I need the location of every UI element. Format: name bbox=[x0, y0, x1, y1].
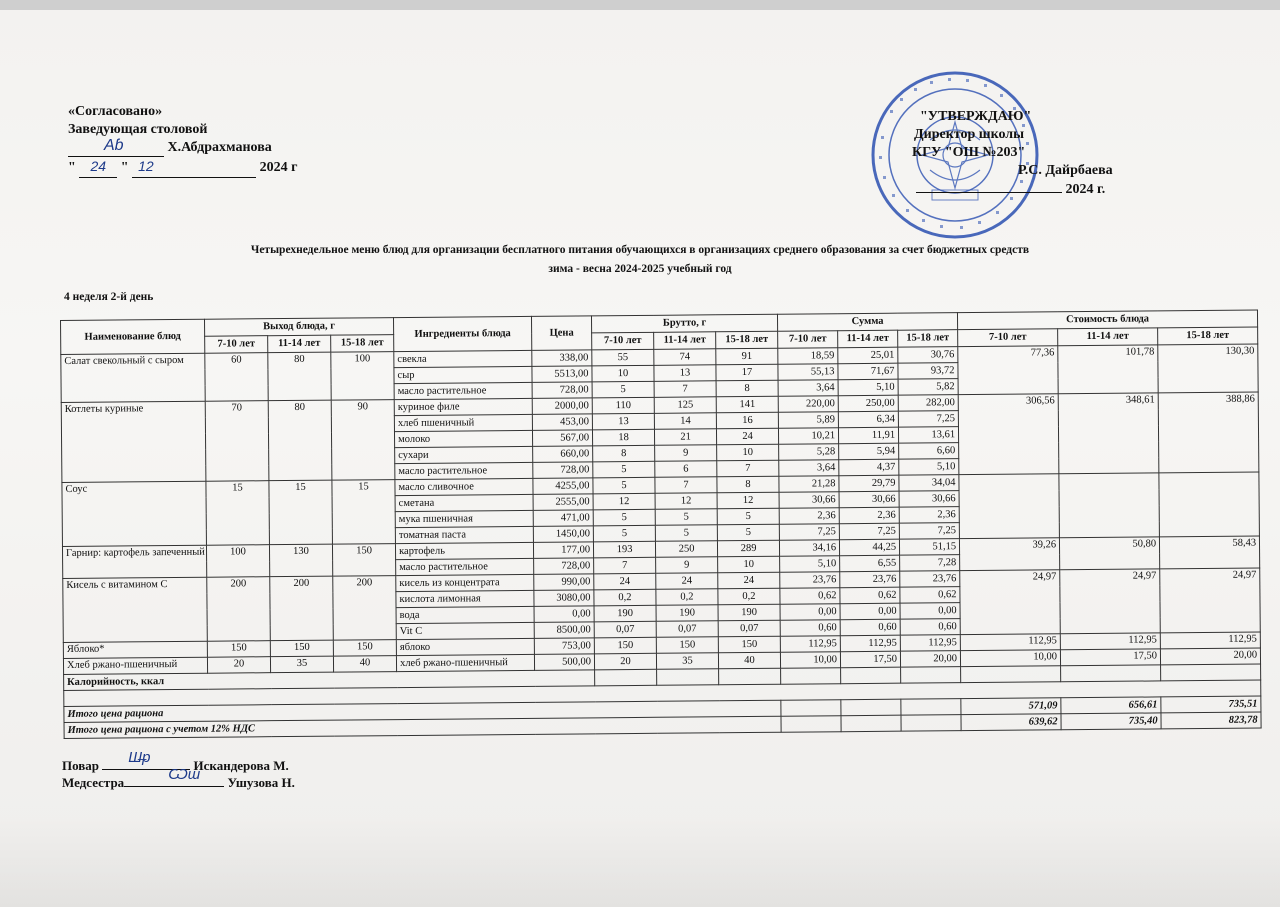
header-sum: Сумма bbox=[778, 313, 958, 332]
total-value: 656,61 bbox=[1061, 697, 1161, 714]
ingredient-name: картофель bbox=[395, 542, 533, 559]
brutto-value: 150 bbox=[594, 637, 656, 654]
dish-cost: 10,00 bbox=[960, 650, 1060, 667]
calories-label: Калорийность, ккал bbox=[64, 670, 595, 691]
brutto-value: 7 bbox=[654, 381, 716, 398]
ingredient-name: масло растительное bbox=[394, 382, 532, 399]
empty-cell bbox=[781, 700, 841, 717]
sum-value: 3,64 bbox=[778, 380, 838, 397]
sum-value: 30,66 bbox=[899, 491, 959, 508]
sum-value: 2,36 bbox=[899, 507, 959, 524]
ingredient-price: 567,00 bbox=[533, 430, 593, 447]
empty-cell bbox=[1061, 665, 1161, 682]
dish-cost bbox=[1159, 472, 1260, 537]
brutto-value: 55 bbox=[592, 349, 654, 366]
sum-value: 112,95 bbox=[900, 635, 960, 652]
header-agreed-block bbox=[68, 103, 297, 178]
sum-value: 0,60 bbox=[900, 619, 960, 636]
agreed-date-line: " 24 " 12 2024 г bbox=[68, 157, 297, 178]
ingredient-price: 990,00 bbox=[534, 574, 594, 591]
ingredient-price: 660,00 bbox=[533, 446, 593, 463]
dish-cost: 24,97 bbox=[960, 570, 1061, 635]
ingredient-price: 338,00 bbox=[532, 350, 592, 367]
total-value: 735,40 bbox=[1061, 713, 1161, 730]
brutto-value: 20 bbox=[594, 653, 656, 670]
sum-value: 282,00 bbox=[898, 395, 958, 412]
ingredient-name: Vit C bbox=[396, 622, 534, 639]
header-age: 11-14 лет bbox=[654, 332, 716, 350]
sum-value: 0,00 bbox=[780, 604, 840, 621]
brutto-value: 12 bbox=[717, 492, 779, 509]
sum-value: 4,37 bbox=[839, 459, 899, 476]
brutto-value: 8 bbox=[716, 380, 778, 397]
sum-value: 25,01 bbox=[838, 347, 898, 364]
dish-cost: 24,97 bbox=[1060, 569, 1161, 634]
brutto-value: 5 bbox=[593, 477, 655, 494]
top-edge bbox=[0, 0, 1280, 10]
sum-value: 6,55 bbox=[840, 555, 900, 572]
empty-cell bbox=[781, 668, 841, 685]
dish-cost: 112,95 bbox=[1160, 632, 1260, 649]
sum-value: 5,94 bbox=[839, 443, 899, 460]
dish-output: 15 bbox=[206, 481, 270, 546]
sum-value: 7,25 bbox=[839, 523, 899, 540]
dish-name: Соус bbox=[62, 481, 207, 546]
sum-value: 34,04 bbox=[899, 475, 959, 492]
dish-cost: 20,00 bbox=[1160, 648, 1260, 665]
dish-cost bbox=[1059, 473, 1160, 538]
dish-output: 150 bbox=[270, 640, 333, 657]
brutto-value: 0,2 bbox=[594, 589, 656, 606]
header-approved-block bbox=[912, 108, 1113, 199]
dish-output: 150 bbox=[207, 641, 270, 658]
brutto-value: 8 bbox=[717, 476, 779, 493]
dish-output: 200 bbox=[207, 577, 271, 642]
brutto-value: 8 bbox=[593, 445, 655, 462]
brutto-value: 9 bbox=[655, 445, 717, 462]
sum-value: 10,00 bbox=[780, 652, 840, 669]
nurse-label: Медсестра bbox=[62, 775, 125, 790]
sum-value: 21,28 bbox=[779, 476, 839, 493]
ingredient-name: кислота лимонная bbox=[396, 590, 534, 607]
empty-cell bbox=[781, 716, 841, 733]
header-ingredients: Ингредиенты блюда bbox=[394, 316, 532, 351]
ingredient-price: 728,00 bbox=[533, 462, 593, 479]
brutto-value: 17 bbox=[716, 364, 778, 381]
ingredient-price: 5513,00 bbox=[532, 366, 592, 383]
sum-value: 13,61 bbox=[898, 427, 958, 444]
sum-value: 6,34 bbox=[838, 411, 898, 428]
sum-value: 5,28 bbox=[779, 444, 839, 461]
empty-cell bbox=[901, 699, 961, 716]
dish-output: 80 bbox=[268, 400, 332, 481]
empty-cell bbox=[841, 715, 901, 732]
dish-cost: 50,80 bbox=[1059, 537, 1159, 570]
brutto-value: 12 bbox=[593, 493, 655, 510]
dish-name: Яблоко* bbox=[63, 641, 207, 658]
dish-cost: 112,95 bbox=[960, 634, 1060, 651]
dish-cost: 39,26 bbox=[959, 538, 1059, 571]
brutto-value: 190 bbox=[718, 604, 780, 621]
dish-output: 80 bbox=[268, 352, 331, 401]
sum-value: 112,95 bbox=[780, 636, 840, 653]
brutto-value: 10 bbox=[717, 444, 779, 461]
sum-value: 0,62 bbox=[780, 588, 840, 605]
sum-value: 23,76 bbox=[840, 571, 900, 588]
total-value: 823,78 bbox=[1161, 712, 1261, 729]
brutto-value: 5 bbox=[717, 524, 779, 541]
canteen-head-position: Заведующая столовой bbox=[68, 122, 208, 137]
cook-label: Повар bbox=[62, 758, 100, 773]
sum-value: 51,15 bbox=[899, 539, 959, 556]
ingredient-price: 728,00 bbox=[534, 558, 594, 575]
brutto-value: 35 bbox=[656, 653, 718, 670]
sum-value: 44,25 bbox=[839, 539, 899, 556]
ingredient-name: яблоко bbox=[396, 638, 534, 655]
dish-cost: 58,43 bbox=[1159, 536, 1259, 569]
dish-output: 150 bbox=[333, 640, 396, 657]
sum-value: 6,60 bbox=[899, 443, 959, 460]
empty-cell bbox=[901, 715, 961, 732]
dish-output: 200 bbox=[270, 576, 334, 641]
brutto-value: 10 bbox=[592, 365, 654, 382]
cook-name: Искандерова М. bbox=[193, 758, 289, 773]
ingredient-name: сыр bbox=[394, 366, 532, 383]
header-age: 15-18 лет bbox=[331, 335, 394, 353]
header-cost: Стоимость блюда bbox=[958, 310, 1258, 330]
sum-value: 250,00 bbox=[838, 395, 898, 412]
sum-value: 220,00 bbox=[778, 396, 838, 413]
dish-output: 15 bbox=[269, 480, 333, 545]
empty-cell bbox=[841, 667, 901, 684]
dish-name: Кисель с витамином С bbox=[63, 577, 208, 642]
sum-value: 0,60 bbox=[840, 619, 900, 636]
dish-output: 200 bbox=[333, 576, 397, 641]
brutto-value: 5 bbox=[655, 509, 717, 526]
approved-year: 2024 г. bbox=[1065, 182, 1106, 197]
sum-value: 5,10 bbox=[780, 556, 840, 573]
ingredient-name: масло сливочное bbox=[395, 478, 533, 495]
canteen-head-signature: Aɓ bbox=[104, 137, 124, 154]
brutto-value: 91 bbox=[716, 348, 778, 365]
sum-value: 5,10 bbox=[899, 459, 959, 476]
sum-value: 2,36 bbox=[839, 507, 899, 524]
ingredient-price: 2555,00 bbox=[533, 494, 593, 511]
school-name: КГУ "ОШ №203" bbox=[912, 145, 1026, 160]
brutto-value: 40 bbox=[718, 652, 780, 669]
sum-value: 0,00 bbox=[900, 603, 960, 620]
dish-output: 20 bbox=[207, 657, 270, 674]
sum-value: 29,79 bbox=[839, 475, 899, 492]
empty-cell bbox=[595, 669, 657, 686]
cook-signature: Ш̶р bbox=[128, 749, 151, 766]
sum-value: 3,64 bbox=[779, 460, 839, 477]
sum-value: 34,16 bbox=[779, 540, 839, 557]
menu-table bbox=[60, 310, 1262, 739]
director-position: Директор школы bbox=[914, 127, 1025, 142]
sum-value: 93,72 bbox=[898, 363, 958, 380]
header-age: 7-10 лет bbox=[958, 329, 1058, 347]
dish-output: 15 bbox=[332, 480, 396, 545]
canteen-head-name: Х.Абдрахманова bbox=[167, 140, 272, 155]
sum-value: 112,95 bbox=[840, 635, 900, 652]
empty-cell bbox=[841, 699, 901, 716]
brutto-value: 150 bbox=[656, 637, 718, 654]
brutto-value: 74 bbox=[654, 349, 716, 366]
header-dish: Наименование блюд bbox=[61, 319, 205, 354]
brutto-value: 7 bbox=[594, 557, 656, 574]
brutto-value: 5 bbox=[593, 461, 655, 478]
ingredient-price: 3080,00 bbox=[534, 590, 594, 607]
dish-name: Гарнир: картофель запеченный bbox=[62, 545, 206, 578]
dish-output: 130 bbox=[269, 544, 332, 577]
sum-value: 0,62 bbox=[840, 587, 900, 604]
sum-value: 17,50 bbox=[840, 651, 900, 668]
header-age: 15-18 лет bbox=[898, 330, 958, 348]
sum-value: 5,10 bbox=[838, 379, 898, 396]
brutto-value: 0,07 bbox=[718, 620, 780, 637]
brutto-value: 12 bbox=[655, 493, 717, 510]
header-age: 11-14 лет bbox=[1058, 328, 1158, 346]
director-signature-line bbox=[912, 162, 1113, 180]
canteen-head-signature-line bbox=[68, 139, 297, 157]
agreed-year: 2024 г bbox=[259, 160, 298, 175]
ingredient-name: куриное филе bbox=[394, 398, 532, 415]
dish-cost: 101,78 bbox=[1058, 345, 1158, 394]
sum-value: 23,76 bbox=[780, 572, 840, 589]
nurse-signature-line bbox=[62, 766, 295, 791]
ingredient-price: 453,00 bbox=[532, 414, 592, 431]
sum-value: 7,25 bbox=[899, 523, 959, 540]
ingredient-name: масло растительное bbox=[395, 462, 533, 479]
ingredient-name: молоко bbox=[395, 430, 533, 447]
ingredient-name: сухари bbox=[395, 446, 533, 463]
empty-cell bbox=[719, 668, 781, 685]
header-price: Цена bbox=[532, 316, 592, 351]
document-subtitle: зима - весна 2024-2025 учебный год bbox=[548, 263, 732, 275]
brutto-value: 24 bbox=[718, 572, 780, 589]
sum-value: 2,36 bbox=[779, 508, 839, 525]
ingredient-price: 177,00 bbox=[533, 542, 593, 559]
brutto-value: 24 bbox=[717, 428, 779, 445]
brutto-value: 7 bbox=[655, 477, 717, 494]
dish-output: 90 bbox=[331, 400, 395, 481]
date-month: 12 bbox=[138, 158, 154, 174]
sum-value: 30,66 bbox=[779, 492, 839, 509]
ingredient-name: масло растительное bbox=[396, 558, 534, 575]
sum-value: 55,13 bbox=[778, 364, 838, 381]
dish-cost: 24,97 bbox=[1160, 568, 1261, 633]
sum-value: 11,91 bbox=[839, 427, 899, 444]
brutto-value: 125 bbox=[654, 397, 716, 414]
header-age: 15-18 лет bbox=[1158, 327, 1258, 345]
empty-cell bbox=[901, 667, 961, 684]
dish-output: 60 bbox=[205, 353, 268, 402]
sum-value: 23,76 bbox=[900, 571, 960, 588]
dish-cost: 112,95 bbox=[1060, 633, 1160, 650]
empty-cell bbox=[657, 669, 719, 686]
signatures-footer bbox=[62, 749, 295, 791]
brutto-value: 13 bbox=[592, 413, 654, 430]
sum-value: 5,89 bbox=[778, 412, 838, 429]
brutto-value: 24 bbox=[594, 573, 656, 590]
brutto-value: 13 bbox=[654, 365, 716, 382]
brutto-value: 150 bbox=[718, 636, 780, 653]
brutto-value: 18 bbox=[593, 429, 655, 446]
nurse-signature: Ѡш bbox=[168, 766, 201, 783]
brutto-value: 7 bbox=[717, 460, 779, 477]
brutto-value: 250 bbox=[655, 541, 717, 558]
dish-cost: 306,56 bbox=[958, 394, 1059, 475]
brutto-value: 0,2 bbox=[656, 589, 718, 606]
dish-output: 35 bbox=[270, 656, 333, 673]
dish-name: Хлеб ржано-пшеничный bbox=[63, 657, 207, 674]
dish-output: 100 bbox=[331, 352, 394, 401]
ingredient-price: 0,00 bbox=[534, 606, 594, 623]
total-value: 639,62 bbox=[961, 714, 1061, 731]
sum-value: 18,59 bbox=[778, 348, 838, 365]
ingredient-name: сметана bbox=[395, 494, 533, 511]
header-age: 7-10 лет bbox=[778, 331, 838, 349]
sum-value: 0,62 bbox=[900, 587, 960, 604]
header-brutto: Брутто, г bbox=[592, 314, 778, 333]
dish-cost: 348,61 bbox=[1058, 393, 1159, 474]
brutto-value: 289 bbox=[717, 540, 779, 557]
dish-output: 100 bbox=[206, 545, 269, 578]
document-title: Четырехнедельное меню блюд для организации бесплатного питания обучающихся в организациях среднего образования за счет бюджетных средств bbox=[250, 244, 1030, 256]
ingredient-name: хлеб ржано-пшеничный bbox=[396, 654, 534, 671]
dish-cost: 388,86 bbox=[1158, 392, 1259, 473]
sum-value: 10,21 bbox=[779, 428, 839, 445]
brutto-value: 5 bbox=[717, 508, 779, 525]
header-output: Выход блюда, г bbox=[204, 318, 393, 337]
header-age: 7-10 лет bbox=[205, 336, 268, 354]
dish-output: 40 bbox=[333, 656, 396, 673]
sum-value: 5,82 bbox=[898, 379, 958, 396]
sum-value: 0,00 bbox=[840, 603, 900, 620]
ingredient-name: мука пшеничная bbox=[395, 510, 533, 527]
dish-cost bbox=[959, 474, 1060, 539]
brutto-value: 14 bbox=[654, 413, 716, 430]
sum-value: 0,60 bbox=[780, 620, 840, 637]
ingredient-price: 2000,00 bbox=[532, 398, 592, 415]
brutto-value: 5 bbox=[593, 525, 655, 542]
sum-value: 7,25 bbox=[779, 524, 839, 541]
date-day: 24 bbox=[90, 158, 107, 174]
empty-cell bbox=[1161, 664, 1261, 681]
sum-value: 7,25 bbox=[898, 411, 958, 428]
header-age: 15-18 лет bbox=[716, 331, 778, 349]
brutto-value: 24 bbox=[656, 573, 718, 590]
ingredient-name: свекла bbox=[394, 350, 532, 367]
dish-output: 70 bbox=[205, 401, 269, 482]
brutto-value: 0,07 bbox=[594, 621, 656, 638]
total-label: Итого цена рациона с учетом 12% НДС bbox=[64, 716, 781, 738]
dish-name: Салат свекольный с сыром bbox=[61, 353, 205, 402]
ingredient-price: 4255,00 bbox=[533, 478, 593, 495]
total-value: 571,09 bbox=[961, 698, 1061, 715]
brutto-value: 193 bbox=[593, 541, 655, 558]
approved-date-line bbox=[912, 180, 1113, 199]
nurse-name: Ушузова Н. bbox=[227, 775, 295, 790]
brutto-value: 190 bbox=[594, 605, 656, 622]
ingredient-price: 500,00 bbox=[534, 654, 594, 671]
ingredient-price: 1450,00 bbox=[533, 526, 593, 543]
ingredient-price: 728,00 bbox=[532, 382, 592, 399]
total-label: Итого цена рациона bbox=[64, 700, 781, 722]
brutto-value: 5 bbox=[593, 509, 655, 526]
brutto-value: 110 bbox=[592, 397, 654, 414]
ingredient-price: 753,00 bbox=[534, 638, 594, 655]
brutto-value: 190 bbox=[656, 605, 718, 622]
ingredient-name: вода bbox=[396, 606, 534, 623]
agreed-label: «Согласовано» bbox=[68, 104, 163, 119]
brutto-value: 16 bbox=[716, 412, 778, 429]
dish-cost: 130,30 bbox=[1158, 344, 1258, 393]
ingredient-name: томатная паста bbox=[395, 526, 533, 543]
dish-cost: 77,36 bbox=[958, 346, 1058, 395]
brutto-value: 9 bbox=[656, 557, 718, 574]
brutto-value: 10 bbox=[718, 556, 780, 573]
dish-cost: 17,50 bbox=[1060, 649, 1160, 666]
sum-value: 7,28 bbox=[900, 555, 960, 572]
week-day-label: 4 неделя 2-й день bbox=[64, 291, 154, 303]
brutto-value: 5 bbox=[592, 381, 654, 398]
total-value: 735,51 bbox=[1161, 696, 1261, 713]
ingredient-price: 8500,00 bbox=[534, 622, 594, 639]
sum-value: 71,67 bbox=[838, 363, 898, 380]
ingredient-price: 471,00 bbox=[533, 510, 593, 527]
brutto-value: 5 bbox=[655, 525, 717, 542]
dish-name: Котлеты куриные bbox=[61, 401, 206, 482]
ingredient-name: хлеб пшеничный bbox=[394, 414, 532, 431]
empty-cell bbox=[961, 666, 1061, 683]
header-age: 11-14 лет bbox=[268, 335, 331, 353]
brutto-value: 141 bbox=[716, 396, 778, 413]
sum-value: 20,00 bbox=[900, 651, 960, 668]
header-age: 7-10 лет bbox=[592, 332, 654, 350]
sum-value: 30,76 bbox=[898, 347, 958, 364]
header-age: 11-14 лет bbox=[838, 330, 898, 348]
sum-value: 30,66 bbox=[839, 491, 899, 508]
ingredient-name: кисель из концентрата bbox=[396, 574, 534, 591]
director-name: Р.С. Дайрбаева bbox=[1018, 163, 1113, 178]
brutto-value: 0,2 bbox=[718, 588, 780, 605]
brutto-value: 21 bbox=[655, 429, 717, 446]
brutto-value: 6 bbox=[655, 461, 717, 478]
dish-output: 150 bbox=[332, 544, 395, 577]
approved-label: "УТВЕРЖДАЮ" bbox=[920, 109, 1032, 124]
brutto-value: 0,07 bbox=[656, 621, 718, 638]
